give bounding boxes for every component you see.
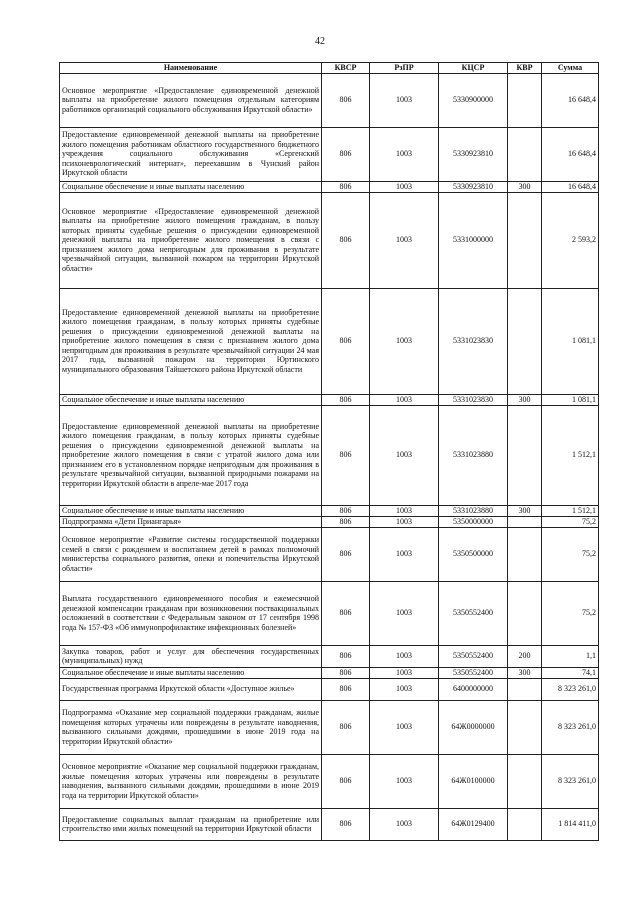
row-kvr: 200 — [508, 645, 542, 667]
header-rzpr: РзПР — [370, 63, 439, 74]
row-kvr — [508, 127, 542, 181]
row-kvsr: 806 — [322, 405, 370, 505]
row-kcsr: 5330923810 — [439, 127, 508, 181]
row-sum: 75,2 — [542, 527, 599, 581]
row-kvr — [508, 516, 542, 527]
row-kvsr: 806 — [322, 516, 370, 527]
table-row — [60, 405, 599, 505]
row-kcsr: 6400000000 — [439, 678, 508, 700]
row-rzpr: 1003 — [370, 754, 439, 808]
row-sum: 8 323 261,0 — [542, 700, 599, 754]
row-kvr — [508, 700, 542, 754]
row-kcsr: 5350000000 — [439, 516, 508, 527]
row-kcsr: 5350500000 — [439, 527, 508, 581]
row-kcsr: 5331023880 — [439, 405, 508, 505]
row-kvsr: 806 — [322, 394, 370, 405]
row-rzpr: 1003 — [370, 700, 439, 754]
row-name: Социальное обеспечение и иные выплаты населению — [60, 505, 322, 516]
row-kvr — [508, 808, 542, 840]
row-rzpr: 1003 — [370, 192, 439, 288]
row-name: Закупка товаров, работ и услуг для обеспечения государственных (муниципальных) нужд — [60, 645, 322, 667]
row-kvr: 300 — [508, 394, 542, 405]
row-sum: 1 081,1 — [542, 288, 599, 394]
row-rzpr: 1003 — [370, 181, 439, 192]
table-row — [60, 667, 599, 678]
row-kvsr: 806 — [322, 127, 370, 181]
table-row — [60, 73, 599, 127]
row-sum: 74,1 — [542, 667, 599, 678]
header-kvr: КВР — [508, 63, 542, 74]
row-kvsr: 806 — [322, 700, 370, 754]
row-kvr: 300 — [508, 667, 542, 678]
row-name: Предоставление единовременной денежной выплаты на приобретение жилого помещения гражданам, в пользу которых приняты судебные решения о присуждении единовременной денежной выплаты на приобретение жилого помещения в связи с утратой жилого дома или признанием его в установленном порядке непригодным для проживания в результате чрезвычайной ситуации, вызванной природными пожарами на территории Иркутской области в апреле-мае 2017 года — [60, 405, 322, 505]
row-rzpr: 1003 — [370, 581, 439, 645]
table-row — [60, 516, 599, 527]
row-rzpr: 1003 — [370, 645, 439, 667]
row-rzpr: 1003 — [370, 394, 439, 405]
row-sum: 16 648,4 — [542, 181, 599, 192]
table-row — [60, 127, 599, 181]
row-sum: 1,1 — [542, 645, 599, 667]
row-sum: 1 814 411,0 — [542, 808, 599, 840]
row-kvsr: 806 — [322, 667, 370, 678]
row-kvr — [508, 754, 542, 808]
row-sum: 16 648,4 — [542, 127, 599, 181]
row-sum: 16 648,4 — [542, 73, 599, 127]
row-name: Социальное обеспечение и иные выплаты населению — [60, 667, 322, 678]
row-kvr — [508, 678, 542, 700]
row-kvr: 300 — [508, 505, 542, 516]
row-rzpr: 1003 — [370, 405, 439, 505]
table-header-row — [60, 63, 599, 74]
row-sum: 8 323 261,0 — [542, 754, 599, 808]
row-kvsr: 806 — [322, 754, 370, 808]
table-row — [60, 645, 599, 667]
row-rzpr: 1003 — [370, 808, 439, 840]
row-kcsr: 5350552400 — [439, 581, 508, 645]
row-kvsr: 806 — [322, 645, 370, 667]
row-kvr — [508, 192, 542, 288]
row-rzpr: 1003 — [370, 678, 439, 700]
row-name: Основное мероприятие «Предоставление единовременной денежной выплаты на приобретение жилого помещения отдельным категориям работников организаций социального обслуживания Иркутской области» — [60, 73, 322, 127]
row-kvsr: 806 — [322, 808, 370, 840]
row-kvr — [508, 581, 542, 645]
table-row — [60, 192, 599, 288]
row-rzpr: 1003 — [370, 516, 439, 527]
row-kvsr: 806 — [322, 73, 370, 127]
table-row — [60, 505, 599, 516]
row-name: Предоставление социальных выплат гражданам на приобретение или строительство ими жилых помещений на территории Иркутской области — [60, 808, 322, 840]
table-row — [60, 754, 599, 808]
row-name: Социальное обеспечение и иные выплаты населению — [60, 394, 322, 405]
header-kcsr: КЦСР — [439, 63, 508, 74]
row-kvsr: 806 — [322, 527, 370, 581]
row-kvsr: 806 — [322, 192, 370, 288]
row-kcsr: 64Ж0129400 — [439, 808, 508, 840]
row-name: Предоставление единовременной денежной выплаты на приобретение жилого помещения гражданам, в пользу которых приняты судебные решения о присуждении единовременной денежной выплаты на приобретение жилого помещения в связи с признанием жилого дома непригодным для проживания в результате чрезвычайной ситуации 24 мая 2017 года, вызванной пожаром на территории Юртинского муниципального образования Тайшетского района Иркутской области — [60, 288, 322, 394]
row-rzpr: 1003 — [370, 505, 439, 516]
row-name: Подпрограмма «Дети Приангарья» — [60, 516, 322, 527]
row-name: Государственная программа Иркутской области «Доступное жилье» — [60, 678, 322, 700]
table-row — [60, 581, 599, 645]
header-sum: Сумма — [542, 63, 599, 74]
row-sum: 75,2 — [542, 581, 599, 645]
row-rzpr: 1003 — [370, 73, 439, 127]
page-number: 42 — [315, 36, 325, 47]
row-name: Подпрограмма «Оказание мер социальной поддержки гражданам, жилые помещения которых утрачены или повреждены в результате наводнения, вызванного сильными дождями, прошедшими в июне 2019 года на территории Иркутской области» — [60, 700, 322, 754]
row-rzpr: 1003 — [370, 667, 439, 678]
row-name: Социальное обеспечение и иные выплаты населению — [60, 181, 322, 192]
row-kvsr: 806 — [322, 288, 370, 394]
header-kvsr: КВСР — [322, 63, 370, 74]
budget-table — [59, 62, 599, 841]
table-row — [60, 288, 599, 394]
row-rzpr: 1003 — [370, 127, 439, 181]
row-kvsr: 806 — [322, 505, 370, 516]
row-name: Основное мероприятие «Оказание мер социальной поддержки гражданам, жилые помещения которых утрачены или повреждены в результате наводнения, вызванного сильными дождями, прошедшими в июне 2019 года на территории Иркутской области» — [60, 754, 322, 808]
row-name: Выплата государственного единовременного пособия и ежемесячной денежной компенсации гражданам при возникновении поствакцинальных осложнений в соответствии с Федеральным законом от 17 сентября 1998 года № 157-ФЗ «Об иммунопрофилактике инфекционных болезней» — [60, 581, 322, 645]
row-kcsr: 64Ж0000000 — [439, 700, 508, 754]
row-kvr — [508, 527, 542, 581]
row-kcsr: 5330900000 — [439, 73, 508, 127]
row-sum: 2 593,2 — [542, 192, 599, 288]
row-kcsr: 5350552400 — [439, 667, 508, 678]
row-kvsr: 806 — [322, 581, 370, 645]
row-sum: 8 323 261,0 — [542, 678, 599, 700]
table-row — [60, 678, 599, 700]
row-kcsr: 64Ж0100000 — [439, 754, 508, 808]
row-kvsr: 806 — [322, 678, 370, 700]
row-name: Предоставление единовременной денежной выплаты на приобретение жилого помещения работникам областного государственного бюджетного учреждения социального обслуживания «Сергенский психоневрологический интернат», переехавшим в Чунский район Иркутской области — [60, 127, 322, 181]
row-name: Основное мероприятие «Предоставление единовременной денежной выплаты на приобретение жилого помещения гражданам, в пользу которых приняты судебные решения о присуждении единовременной денежной выплаты на приобретение жилого помещения в связи с признанием жилого дома непригодным для проживания в результате чрезвычайной ситуации, вызванной пожаром на территории Иркутской области» — [60, 192, 322, 288]
row-rzpr: 1003 — [370, 527, 439, 581]
row-sum: 1 512,1 — [542, 505, 599, 516]
header-name: Наименование — [60, 63, 322, 74]
row-kvr: 300 — [508, 181, 542, 192]
table-row — [60, 181, 599, 192]
table-row — [60, 394, 599, 405]
row-kvr — [508, 288, 542, 394]
table-row — [60, 700, 599, 754]
row-kcsr: 5330923810 — [439, 181, 508, 192]
table-row — [60, 808, 599, 840]
row-kcsr: 5331023880 — [439, 505, 508, 516]
row-kcsr: 5331023830 — [439, 394, 508, 405]
row-kvr — [508, 73, 542, 127]
row-sum: 1 512,1 — [542, 405, 599, 505]
row-kvsr: 806 — [322, 181, 370, 192]
row-rzpr: 1003 — [370, 288, 439, 394]
row-sum: 75,2 — [542, 516, 599, 527]
row-kvr — [508, 405, 542, 505]
row-name: Основное мероприятие «Развитие системы государственной поддержки семей в связи с рождением и воспитанием детей в рамках полномочий министерства социального развития, опеки и попечительства Иркутской области» — [60, 527, 322, 581]
row-kcsr: 5331023830 — [439, 288, 508, 394]
row-sum: 1 081,1 — [542, 394, 599, 405]
row-kcsr: 5350552400 — [439, 645, 508, 667]
table-row — [60, 527, 599, 581]
row-kcsr: 5331000000 — [439, 192, 508, 288]
